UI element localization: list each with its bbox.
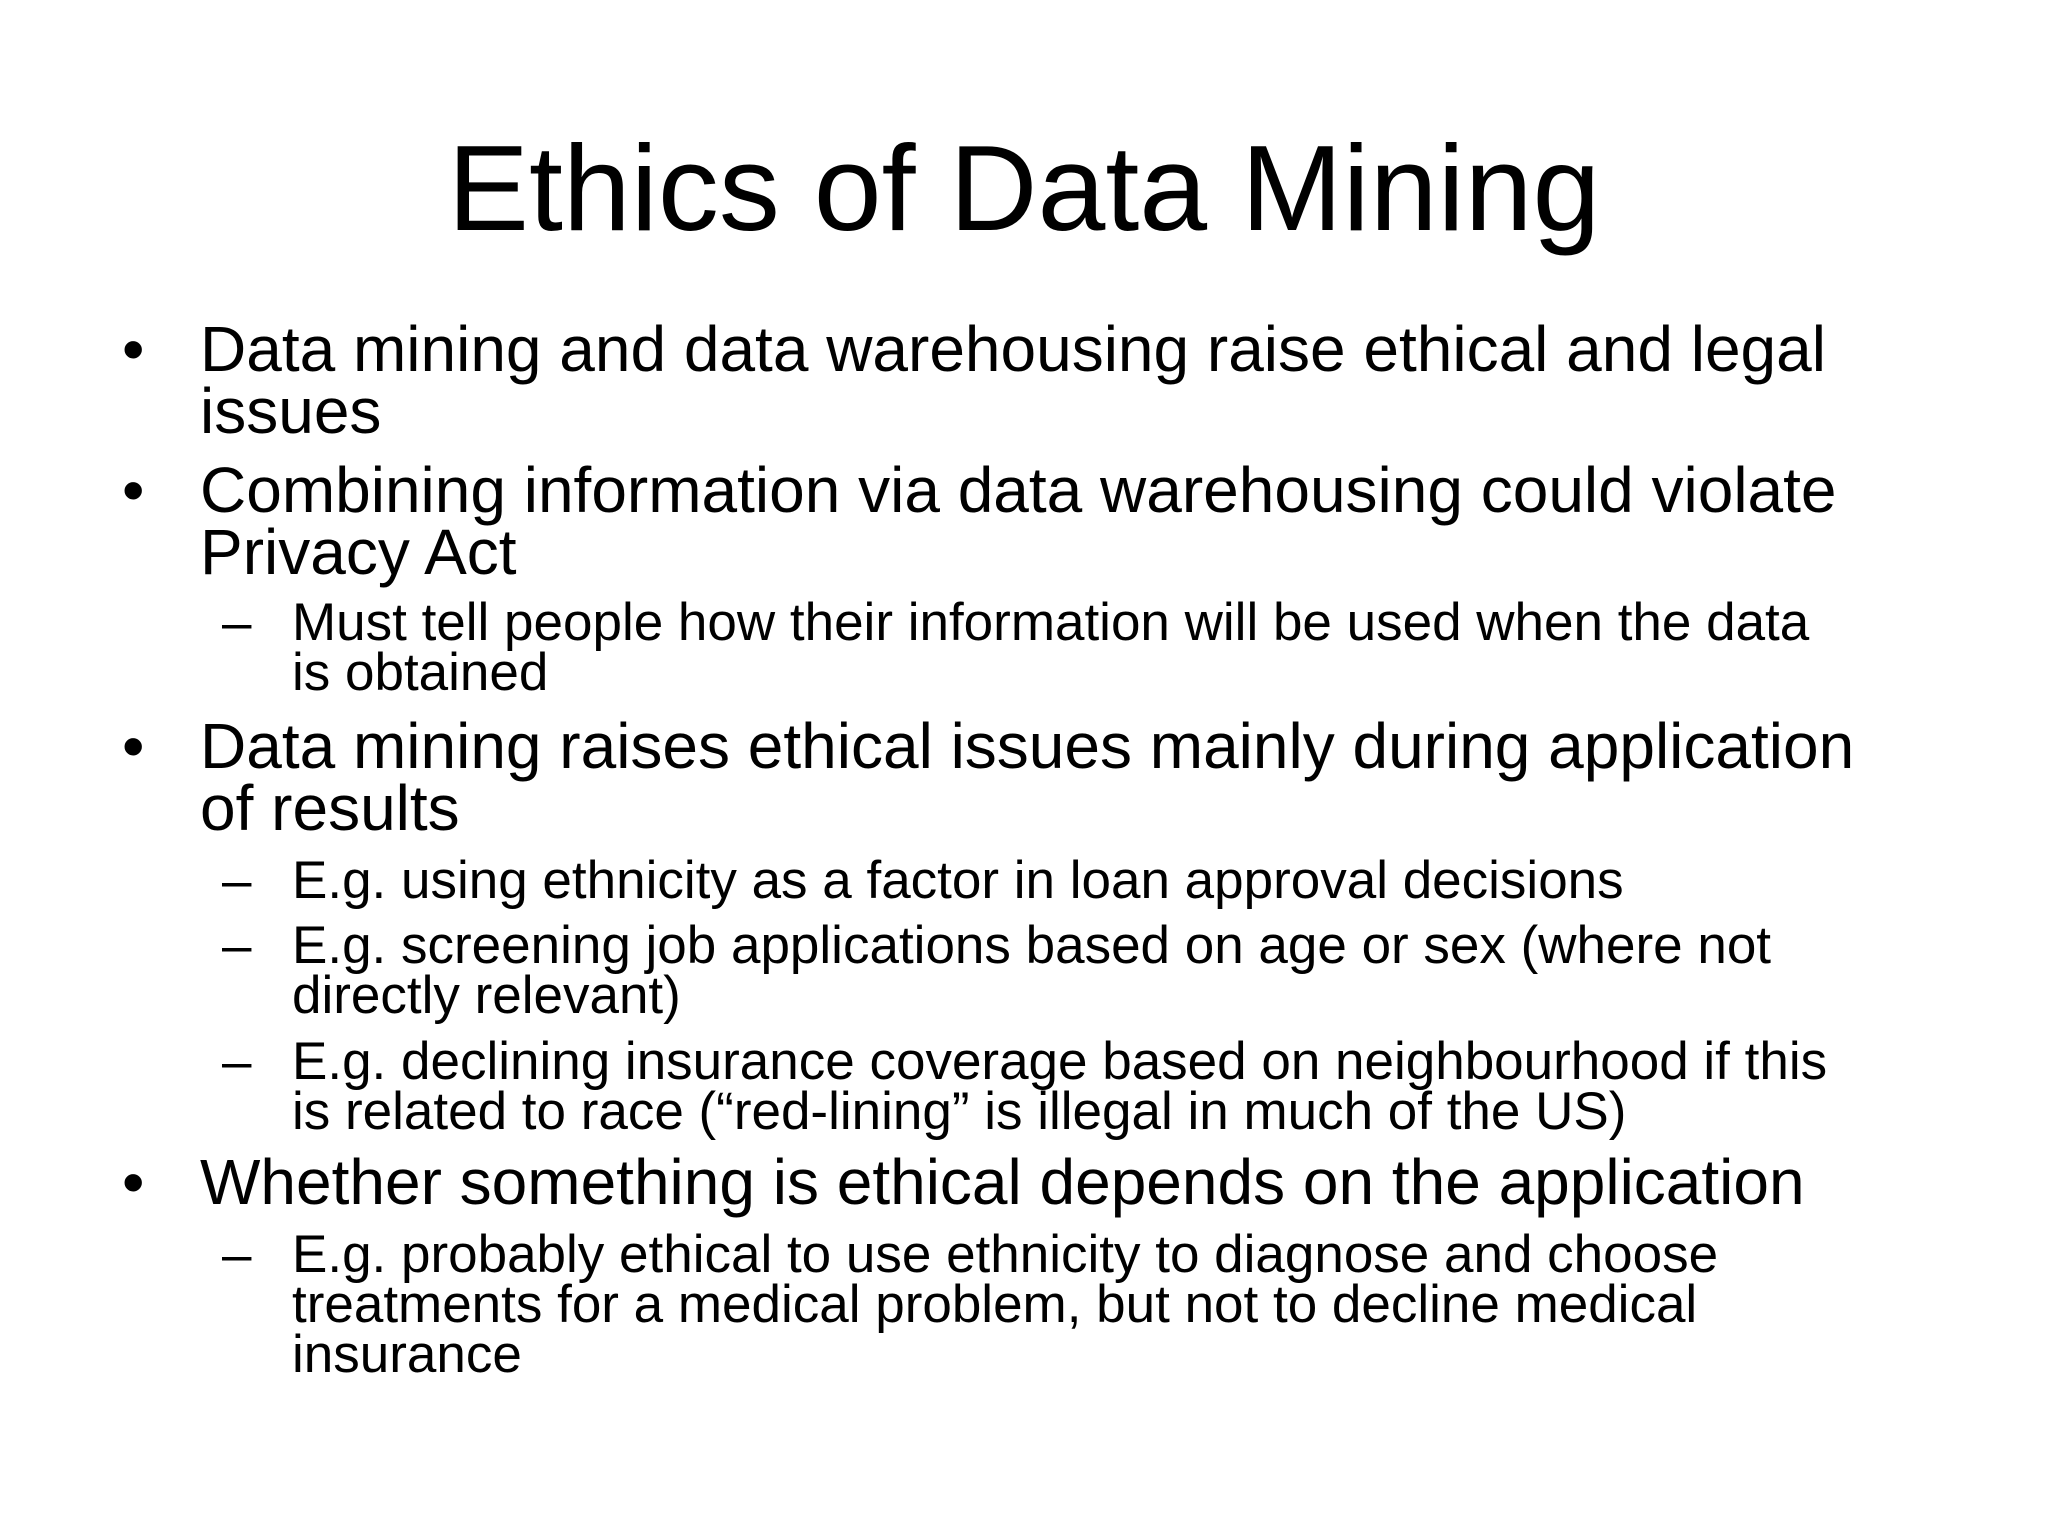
text-line: directly relevant)	[292, 966, 681, 1025]
sub-bullet-text	[292, 1225, 2002, 1384]
dash-marker: –	[222, 916, 252, 975]
sub-bullet-text	[292, 916, 2002, 1025]
bullet-marker: •	[122, 1146, 145, 1218]
bullet-text	[200, 454, 2000, 588]
text-line: is related to race (“red-lining” is illegal in much of the US)	[292, 1082, 1627, 1141]
text-line: E.g. screening job applications based on age or sex (where not	[292, 916, 1772, 975]
dash-marker: –	[222, 1032, 252, 1091]
bullet-marker: •	[122, 313, 145, 385]
bullet-text	[200, 710, 2000, 844]
text-line: Must tell people how their information will be used when the data	[292, 593, 1810, 652]
text-line: E.g. probably ethical to use ethnicity to diagnose and choose	[292, 1225, 1719, 1284]
text-line: insurance	[292, 1325, 522, 1384]
sub-bullet-text	[292, 1032, 2002, 1141]
text-line: issues	[200, 375, 382, 447]
slide-title: Ethics of Data Mining	[447, 120, 1601, 256]
text-line: E.g. using ethnicity as a factor in loan approval decisions	[292, 851, 1624, 910]
sub-bullet-text	[292, 851, 2002, 910]
text-line: E.g. declining insurance coverage based on neighbourhood if this	[292, 1032, 1828, 1091]
text-line: Data mining and data warehousing raise ethical and legal	[200, 313, 1826, 385]
dash-marker: –	[222, 851, 252, 910]
text-line: Whether something is ethical depends on the application	[200, 1146, 1805, 1218]
bullet-marker: •	[122, 454, 145, 526]
text-line: is obtained	[292, 643, 549, 702]
text-line: Data mining raises ethical issues mainly during application	[200, 710, 1855, 782]
dash-marker: –	[222, 1225, 252, 1284]
bullet-marker: •	[122, 710, 145, 782]
bullet-text	[200, 313, 2000, 447]
sub-bullet-text	[292, 593, 2002, 702]
text-line: Privacy Act	[200, 516, 517, 588]
bullet-text	[200, 1146, 2000, 1218]
text-line: of results	[200, 772, 460, 844]
text-line: Combining information via data warehousing could violate	[200, 454, 1837, 526]
dash-marker: –	[222, 593, 252, 652]
text-line: treatments for a medical problem, but not to decline medical	[292, 1275, 1698, 1334]
